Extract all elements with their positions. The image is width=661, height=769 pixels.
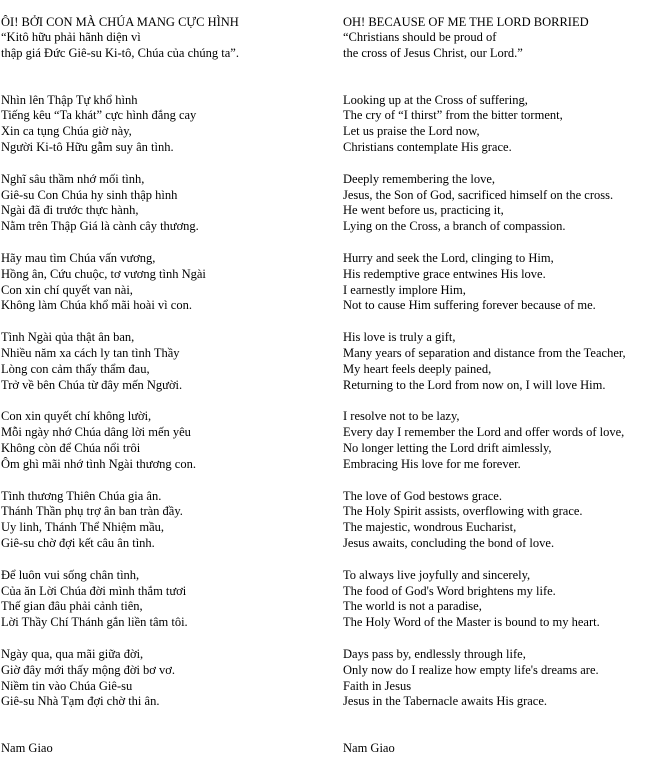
verse-line: Tiếng kêu “Ta khát” cực hình đắng cay (1, 108, 197, 123)
verse-line: I earnestly implore Him, (343, 282, 466, 297)
stanza (1, 489, 331, 552)
stanza (343, 330, 661, 393)
verse-line: Faith in Jesus (343, 678, 412, 693)
verse-line: Không làm Chúa khổ mãi hoài vì con. (1, 298, 192, 313)
verse-line: Trở về bên Chúa từ đây mến Người. (1, 377, 183, 392)
verse-line: The food of God's Word brightens my life. (343, 583, 556, 598)
verse-line: Jesus in the Tabernacle awaits His grace. (343, 694, 548, 709)
intro-line: “Kitô hữu phải hãnh diện vì (1, 30, 141, 44)
verse-line: The majestic, wondrous Eucharist, (343, 520, 517, 535)
stanza (343, 409, 661, 472)
verse-line: The Holy Word of the Master is bound to my heart. (343, 615, 600, 630)
verse-line: The world is not a paradise, (343, 599, 482, 614)
verse-line: Nằm trên Thập Giá là cành cây thương. (1, 219, 199, 234)
verse-line: Christians contemplate His grace. (343, 139, 512, 154)
verse-line: Lying on the Cross, a branch of compassion. (343, 219, 566, 234)
verse-line: Để luôn vui sống chân tình, (1, 567, 140, 582)
poem-title: OH! BECAUSE OF ME THE LORD BORRIED (343, 15, 589, 29)
verse-line: Nghĩ sâu thầm nhớ mối tình, (1, 171, 145, 186)
verse-line: Của ăn Lời Chúa đời mình thắm tươi (1, 583, 187, 598)
stanza (1, 330, 331, 393)
stanza (1, 409, 331, 472)
verse-line: Niềm tin vào Chúa Giê-su (1, 678, 133, 693)
verse-line: Embracing His love for me forever. (343, 456, 521, 471)
verse-line: Tình Ngài qủa thật ân ban, (1, 330, 135, 345)
verse-line: Con xin quyết chí không lười, (1, 409, 152, 424)
verse-line: Deeply remembering the love, (343, 171, 496, 186)
verse-line: Let us praise the Lord now, (343, 124, 480, 139)
verse-line: Uy linh, Thánh Thể Nhiệm mầu, (1, 520, 165, 535)
intro-line: “Christians should be proud of (343, 30, 497, 44)
verse-line: Không còn để Chúa nổi trôi (1, 440, 141, 455)
stanza (1, 647, 331, 710)
author-name: Nam Giao (343, 741, 395, 756)
stanza (1, 93, 331, 156)
verse-line: Tình thương Thiên Chúa gia ân. (1, 488, 162, 503)
verse-line: The Holy Spirit assists, overflowing with grace. (343, 504, 583, 519)
stanza (343, 568, 661, 631)
verse-line: Lòng con cảm thấy thẩm đau, (1, 361, 150, 376)
verse-line: Jesus awaits, concluding the bond of love. (343, 535, 555, 550)
stanza (343, 93, 661, 156)
verse-line: Returning to the Lord from now on, I will love Him. (343, 377, 606, 392)
verse-line: To always live joyfully and sincerely, (343, 567, 531, 582)
stanza (1, 251, 331, 314)
verse-line: Lời Thầy Chí Thánh gắn liền tâm tôi. (1, 615, 188, 630)
verse-line: Only now do I realize how empty life's dreams are. (343, 662, 599, 677)
verse-line: Nhiều năm xa cách ly tan tình Thầy (1, 345, 180, 360)
verse-line: Giê-su chờ đợi kết câu ân tình. (1, 535, 155, 550)
stanza (1, 568, 331, 631)
verse-line: No longer letting the Lord drift aimlessly, (343, 440, 552, 455)
stanza (343, 489, 661, 552)
verse-line: Hãy mau tìm Chúa vấn vương, (1, 250, 156, 265)
verse-line: Thế gian đâu phải cảnh tiên, (1, 599, 143, 614)
verse-line: My heart feels deeply pained, (343, 361, 492, 376)
stanza (343, 251, 661, 314)
stanza (343, 172, 661, 235)
stanza (343, 647, 661, 710)
verse-line: Xin ca tụng Chúa giờ này, (1, 124, 132, 139)
verse-line: Ôm ghì mãi nhớ tình Ngài thương con. (1, 456, 196, 471)
stanza (1, 172, 331, 235)
english-column (343, 14, 661, 757)
verse-line: Người Ki-tô Hữu gẫm suy ân tình. (1, 139, 174, 154)
verse-line: Jesus, the Son of God, sacrificed himself on the cross. (343, 187, 614, 202)
verse-line: The love of God bestows grace. (343, 488, 502, 503)
verse-line: Mỗi ngày nhớ Chúa dâng lời mến yêu (1, 425, 191, 440)
verse-line: He went before us, practicing it, (343, 203, 504, 218)
verse-line: His redemptive grace entwines His love. (343, 266, 546, 281)
verse-line: Ngày qua, qua mãi giữa đời, (1, 646, 144, 661)
verse-line: Con xin chí quyết van nài, (1, 282, 133, 297)
verse-line: His love is truly a gift, (343, 330, 456, 345)
verse-line: Hồng ân, Cứu chuộc, tơ vương tình Ngài (1, 266, 206, 281)
poem-title: ÔI! BỞI CON MÀ CHÚA MANG CỰC HÌNH (1, 15, 239, 29)
intro-line: the cross of Jesus Christ, our Lord.” (343, 45, 523, 60)
verse-line: Not to cause Him suffering forever because of me. (343, 298, 596, 313)
verse-line: Nhìn lên Thập Tự khổ hình (1, 92, 138, 107)
verse-line: The cry of “I thirst” from the bitter torment, (343, 108, 563, 123)
verse-line: Thánh Thần phụ trợ ân ban tràn đầy. (1, 504, 183, 519)
verse-line: Giê-su Nhà Tạm đợi chờ thi ân. (1, 694, 160, 709)
verse-line: Looking up at the Cross of suffering, (343, 92, 528, 107)
verse-line: Hurry and seek the Lord, clinging to Him, (343, 250, 554, 265)
vietnamese-column (1, 14, 331, 757)
verse-line: Every day I remember the Lord and offer words of love, (343, 425, 625, 440)
verse-line: Days pass by, endlessly through life, (343, 646, 526, 661)
verse-line: Ngài đã đi trước thực hành, (1, 203, 139, 218)
intro-line: thập giá Đức Giê-su Ki-tô, Chúa của chúng ta”. (1, 45, 239, 60)
verse-line: I resolve not to be lazy, (343, 409, 460, 424)
verse-line: Many years of separation and distance from the Teacher, (343, 345, 626, 360)
author-name: Nam Giao (1, 741, 53, 756)
verse-line: Giê-su Con Chúa hy sinh thập hình (1, 187, 178, 202)
verse-line: Giờ đây mới thấy mộng đời bơ vơ. (1, 662, 176, 677)
